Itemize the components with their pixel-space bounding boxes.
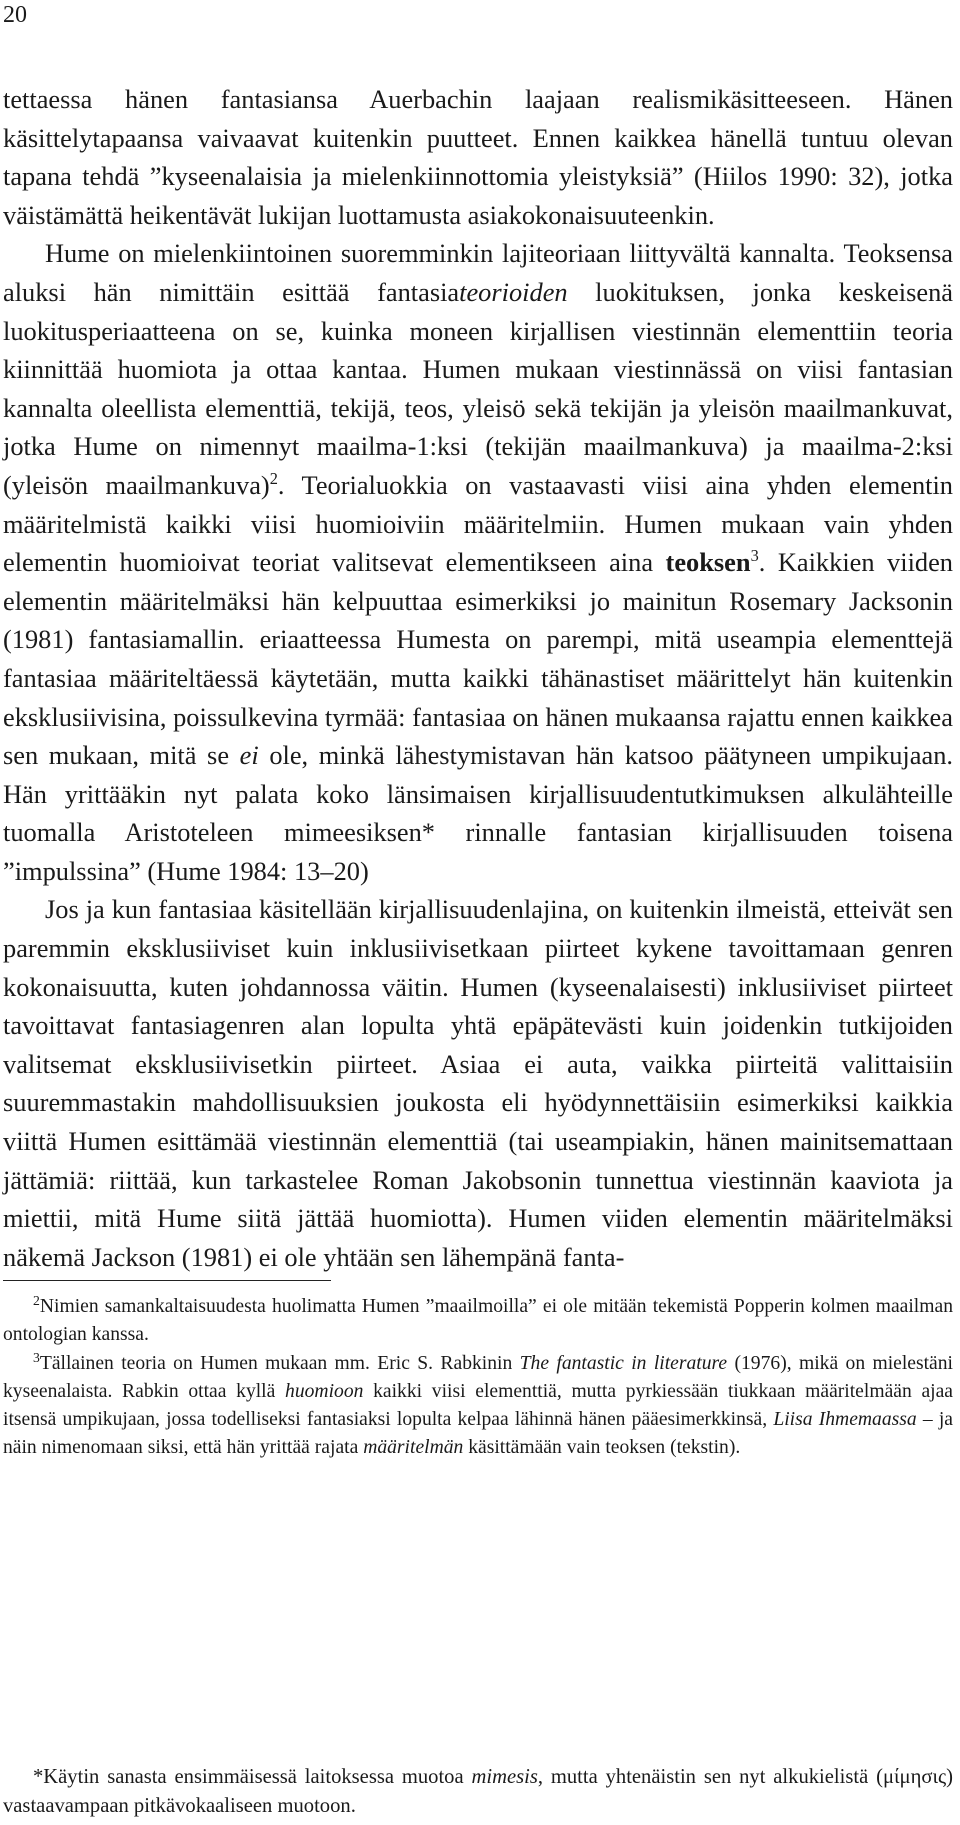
- book-title: Liisa Ihmemaassa: [773, 1409, 917, 1431]
- footnote-text: Nimien samankaltaisuudesta huolimatta Humen ”maailmoilla” ei ole mitään tekemistä Popperin kolmen maailman ontologian kanssa.: [3, 1296, 953, 1346]
- text-run: luokituksen, jonka keskeisenä luokitusperiaatteena on se, kuinka moneen kirjallisen viestinnän elementtiin teoria kiinnittää huomiota ja ottaa kantaa. Humen mukaan viestinnässä on viisi fantasian kannalta oleellista elementtiä, tekijä, teos, yleisö sekä tekijän ja yleisön maailmankuvat, jotka Hume on nimennyt maailma-1:ksi (tekijän maailmankuva) ja maailma-2:ksi (yleisön maailmankuva): [3, 276, 953, 500]
- italic-text: huomioon: [285, 1380, 364, 1402]
- italic-text: mimesis: [471, 1766, 538, 1788]
- text-run: Hume on mielenkiintoinen suoremminkin lajiteoriaan liittyvältä kannalta. Teoksensa aluksi hän nimittäin esittää fantasia: [3, 238, 953, 307]
- text-run: . Teorialuokkia on vastaavasti viisi aina yhden elementin määritelmistä kaikki viisi huomioiviin määritelmiin. Humen mukaan vain yhden elementin huomioivat teoriat valitsevat elementikseen aina: [3, 469, 954, 578]
- footnote-text: Tällainen teoria on Humen mukaan mm. Eric S. Rabkinin: [39, 1352, 520, 1374]
- footnote-2: [3, 1293, 953, 1350]
- footnote-text: – ja näin nimenomaan siksi, että hän yrittää rajata: [3, 1409, 954, 1459]
- main-text: [3, 80, 953, 1276]
- footnote-marker: 3: [33, 1349, 40, 1365]
- footnotes: [3, 1293, 953, 1463]
- paragraph-2: [3, 234, 953, 890]
- footnote-divider: [3, 1280, 331, 1281]
- footnote-3: [3, 1350, 953, 1463]
- footnote-text: (1976), mikä on mielestäni kyseenalaista. Rabkin ottaa kyllä: [3, 1352, 953, 1402]
- italic-text: määritelmän: [363, 1437, 464, 1459]
- text-run: . Kaikkien viiden elementin määritelmäksi hän kelpuuttaa esimerkiksi jo mainitun Rosemary Jacksonin (1981) fantasiamallin. eriaatteessa Humesta on parempi, mitä useampia elementtejä fantasiaa määriteltäessä käytetään, mutta kaikki tähänastiset määrittelyt hän kuitenkin eksklusiivisina, poissulkevina tyrmää: fantasiaa on hänen mukaansa rajattu ennen kaikkea sen mukaan, mitä se: [3, 547, 954, 771]
- asterisk-note: [3, 1763, 953, 1821]
- footnote-ref-3[interactable]: 3: [750, 546, 759, 566]
- bold-text: teoksen: [665, 547, 751, 578]
- italic-text: ei: [239, 740, 259, 771]
- italic-text: teorioiden: [459, 276, 568, 307]
- greek-word: μίμησις: [882, 1766, 947, 1788]
- note-text: , mutta yhtenäistin sen nyt alkukielistä (: [537, 1766, 883, 1788]
- note-text: ) vastaavampaan pitkävokaaliseen muotoon.: [3, 1766, 954, 1817]
- book-title: The fantastic in literature: [519, 1352, 728, 1374]
- footnote-ref-2[interactable]: 2: [269, 469, 278, 489]
- asterisk-note-text: [3, 1763, 953, 1821]
- footnote-text: kaikki viisi elementtiä, mutta pyrkiessään tiukkaan määritelmään ajaa itsensä umpikujaan, jossa todelliseksi fantasiaksi lopulta kelpaa lähinnä hänen pääesimerkkinsä,: [3, 1380, 953, 1431]
- footnote-marker: 2: [33, 1293, 40, 1309]
- paragraph-3: Jos ja kun fantasiaa käsitellään kirjallisuudenlajina, on kuitenkin ilmeistä, etteivät sen paremmin eksklusiiviset kuin inklusiivisetkaan piirteet kykene tavoittamaan genren kokonaisuutta, kuten johdannossa väitin. Humen (kyseenalaisesti) inklusiiviset piirteet tavoittavat fantasiagenren alan lopulta yhtä epäpätevästi kuin joidenkin tutkijoiden valitsemat eksklusiivisetkin piirteet. Asiaa ei auta, vaikka piirteitä valittaisiin suuremmastakin mahdollisuuksien joukosta eli hyödynnettäisiin esimerkiksi kaikkia viittä Humen esittämää viestinnän elementtiä (tai useampiakin, hänen mainitsemattaan jättämiä: riittää, kun tarkastelee Roman Jakobsonin tunnettua viestinnän kaaviota ja miettii, mitä Hume siitä jättää huomiotta). Humen viiden elementin määritelmäksi näkemä Jackson (1981) ei ole yhtään sen lähempänä fanta-: [3, 894, 953, 1272]
- note-text: *Käytin sanasta ensimmäisessä laitoksessa muotoa: [33, 1766, 472, 1788]
- text-run: ole, minkä lähestymistavan hän katsoo päätyneen umpikujaan. Hän yrittääkin nyt palata koko länsimaisen kirjallisuudentutkimuksen alkulähteille tuomalla Aristoteleen mimeesiksen* rinnalle fantasian kirjallisuuden toisena ”impulssina” (Hume 1984: 13–20): [3, 740, 953, 886]
- footnote-text: käsittämään vain teoksen (tekstin).: [463, 1437, 741, 1459]
- paragraph-1: tettaessa hänen fantasiansa Auerbachin laajaan realismikäsitteeseen. Hänen käsittelytapaansa vaivaavat kuitenkin puutteet. Ennen kaikkea hänellä tuntuu olevan tapana tehdä ”kyseenalaisia ja mielenkiinnottomia yleistyksiä” (Hiilos 1990: 32), jotka väistämättä heikentävät lukijan luottamusta asiakokonaisuuteenkin.: [3, 84, 953, 230]
- page-number: 20: [3, 2, 27, 28]
